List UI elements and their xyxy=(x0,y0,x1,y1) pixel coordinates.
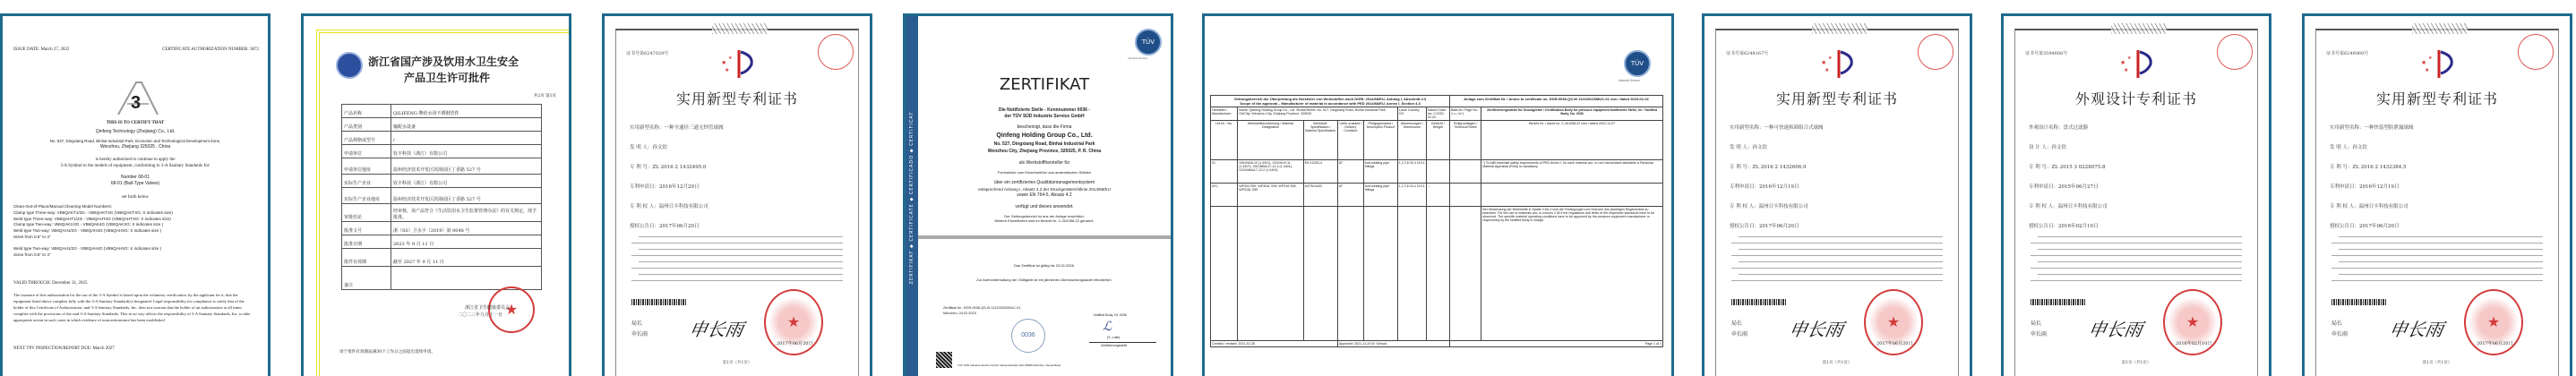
row-label: 备注 xyxy=(342,267,391,290)
tuv-logo-icon: TÜV xyxy=(1135,29,1162,56)
page-of: Page 1 of 1 xyxy=(1449,341,1662,347)
patent-field: 专利申请日：2016年12月19日 xyxy=(1730,184,1799,190)
permit-table xyxy=(341,104,542,290)
row-label: 申请单位地址 xyxy=(342,158,391,175)
cell-no: 01 xyxy=(1211,160,1238,184)
signer-role: Zertifizierungsstelle xyxy=(1101,344,1128,347)
certify-heading: THIS IS TO CERTIFY THAT xyxy=(106,121,165,125)
svg-text:★: ★ xyxy=(2425,67,2430,73)
cell-empty xyxy=(1449,184,1481,207)
row-value: 温州经济技术开发区滨海园区丁香路 527 号 xyxy=(391,158,542,175)
row-value: 温州经济技术开发区滨海园区丁香路 527 号 xyxy=(391,188,542,204)
red-seal-icon xyxy=(818,34,854,70)
column-header: Gewicht / Weight xyxy=(1426,121,1449,160)
director-title: 局长 xyxy=(2331,320,2343,327)
body-text-line xyxy=(2331,268,2543,269)
patent-title: 实用新型专利证书 xyxy=(2375,90,2498,107)
patent-field: 专 利 号：ZL 2015 3 0228075.8 xyxy=(2029,165,2106,170)
cell-cond: AT xyxy=(1337,160,1363,184)
cell-weight: - - xyxy=(1426,184,1449,207)
tuv-logo-icon: TÜV xyxy=(1624,50,1651,77)
permit-table-row xyxy=(342,145,542,158)
remark xyxy=(1481,184,1663,207)
column-header: Lfd.Nr. / No. xyxy=(1211,121,1238,160)
cell-spec: ASTM A403 xyxy=(1303,184,1337,207)
set-forth: set forth below xyxy=(122,195,149,200)
director-title: 局长 xyxy=(631,320,643,327)
issuer: 浙江省卫生健康委员会 xyxy=(465,305,511,311)
issuer-line: der TÜV SÜD Industrie Service GmbH xyxy=(1004,114,1085,119)
cell-dims: 1,2 2,8 33,4 219,1 xyxy=(1397,184,1426,207)
address-line: No. 527, Dingxiang Road, Binhai Industrial Park, Economic and Technological Development Zone, xyxy=(49,139,221,143)
barcode-icon xyxy=(1731,299,1787,305)
body-text-line xyxy=(2339,236,2543,237)
svg-text:★: ★ xyxy=(1825,67,1830,73)
manufacturer-label: Hersteller / Manufacturer: xyxy=(1211,107,1238,121)
permit-table-row xyxy=(342,188,542,204)
row-value xyxy=(391,267,542,290)
certificate-number: 证书号第6248167号 xyxy=(1726,51,1769,56)
patent-field: 专 利 权 人：温州日丰科技有限公司 xyxy=(630,204,708,209)
body-text-line xyxy=(1739,261,1943,262)
issue-date: 二〇二三年九月十一日 xyxy=(458,312,503,318)
patent-field: 授权公告日：2017年06月20日 xyxy=(2330,224,2400,229)
body-text-line xyxy=(2339,274,2543,275)
audit-note: Zur Aufrechterhaltung der Gültigkeit ist ein jährliches Überwachungsaudit erforderlich. xyxy=(976,278,1112,282)
signature: ℒ xyxy=(1103,319,1112,333)
cell-weight: - - xyxy=(1426,160,1449,184)
cell-product: butt-welding pipe fittings xyxy=(1363,184,1397,207)
red-seal-icon xyxy=(1918,34,1953,70)
address-line: Wenzhou, Zhejiang 325025 , China xyxy=(99,144,171,150)
issuer-line: Die Notifizierte Stelle - Kennnummer 0036 - xyxy=(999,107,1090,113)
model-line: Weld type Three-way: VB6QAHT1/2G - VB6QAHT4G (VB6QAHTXG: X indicates size) xyxy=(13,216,171,221)
ornament-icon xyxy=(1812,23,1868,34)
company-name: Qinfeng Holding Group Co., Ltd. xyxy=(996,132,1093,139)
body-text-line xyxy=(639,236,843,237)
certificate-3a[interactable] xyxy=(0,13,270,376)
barcode-icon xyxy=(2331,299,2387,305)
body-text-line xyxy=(1731,280,1943,281)
svg-text:★: ★ xyxy=(725,67,730,73)
signature: 申长雨 xyxy=(2387,319,2445,340)
authorization-text: 3-A Symbol to the models of equipment, conforming to 3-A Sanitary Standards for: xyxy=(60,164,210,168)
certificate-patent[interactable] xyxy=(1702,13,1972,376)
svg-text:★: ★ xyxy=(2124,67,2129,73)
remark: Bei Verwendung der Werkstoffe in Spalte 2 bis 4 sind die Festlegungen und Grenzen des jeweiligen Regelwerkes zu beachten. For the use of materials acc. to column 2 till 4 the regulations and limits of the respective standards have to be observed. The specific material operating conditions have to be approved by the pressure equipment manufacturer or respectively by the Notified Body in charge. xyxy=(1481,207,1663,341)
certificate-zertifikat[interactable] xyxy=(903,13,1173,376)
row-value: 钦丰科技（浙江）有限公司 xyxy=(391,175,542,188)
certification-body: Zertifizierungsstelle für Druckgeräte / Certification Body for pressure equipment Notifizierte Stelle, Nr. / Notified Body, No. 0036 xyxy=(1481,107,1663,121)
page: Blatt-Nr./ Page No.: 1 v. / of 1 xyxy=(1449,107,1481,121)
permit-table-row xyxy=(342,175,542,188)
ornament-icon xyxy=(2111,23,2167,34)
issue-date: ISSUE DATE: March 27, 2022 xyxy=(13,47,70,52)
annex-ref: Anlage zum Zertifikat Nr. / Annex to certificate no. DGR-0036-QS-W 1122/2023/MUC-01 von / dated 2023-02-24 xyxy=(1449,96,1662,107)
model-line: Sizes from 0.5" to 4" xyxy=(13,234,51,239)
certificate-zhejiang-hygiene-permit[interactable] xyxy=(301,13,571,376)
row-label: 申请单位 xyxy=(342,145,391,158)
applies-line: verfügt und dieses anwendet. xyxy=(1015,204,1074,209)
certificate-number: Zertifikat-Nr.: DGR-0036-QS-W 1122/2023/MUC-01 xyxy=(943,306,1021,310)
patent-office-logo-icon xyxy=(2118,48,2161,79)
column-header: Prüfgrundlagen / Technical Rules xyxy=(1449,121,1481,160)
body-text-line xyxy=(2038,249,2242,250)
national-seal-icon: ★ xyxy=(2163,289,2222,355)
qms-line: über ein zertifiziertes Qualitätsmanagementsystem xyxy=(993,180,1095,185)
cell-material: WP304 S59, WP304L S59, WP316 S59, WP316L S59 xyxy=(1238,184,1304,207)
barcode-icon xyxy=(2031,299,2086,305)
svg-text:★: ★ xyxy=(1828,56,1833,61)
permit-title: 浙江省国产涉及饮用水卫生安全 xyxy=(368,56,519,68)
body-text-line xyxy=(2031,280,2242,281)
red-seal-icon xyxy=(2518,34,2554,70)
svg-text:★: ★ xyxy=(1821,59,1827,66)
qms-line: sowie EN 764-5, Absatz 4.2 xyxy=(1017,192,1072,198)
ornament-icon xyxy=(712,23,768,34)
model-line: Clamp type Two-way: VB6QAK1/2G - VB6QAK4G (VB6QAKXG: X indicates size ) xyxy=(13,222,164,227)
role-line: als Werkstoffhersteller für xyxy=(1018,160,1070,166)
director-name: 申长雨 xyxy=(1731,331,1748,338)
body-text-line xyxy=(2038,236,2242,237)
patent-field: 专 利 号：ZL 2016 2 1432495.0 xyxy=(630,165,707,170)
permit-table-row xyxy=(342,249,542,267)
text-block xyxy=(918,235,1173,253)
national-seal-icon: ★ xyxy=(2464,289,2523,355)
page-footer: 第1页（共1页） xyxy=(1822,361,1852,365)
permit-table-row xyxy=(342,222,542,235)
patent-field: 专 利 权 人：温州日丰科技有限公司 xyxy=(2330,204,2409,209)
patent-office-logo-icon xyxy=(719,48,762,79)
body-text-line xyxy=(631,255,843,256)
cell-empty xyxy=(1449,160,1481,184)
row-value: / xyxy=(391,132,542,145)
patent-title: 外观设计专利证书 xyxy=(2074,90,2197,107)
valid-through: VALID THROUGH: December 31, 2025 xyxy=(13,281,88,286)
zertifikat-title: ZERTIFIKAT xyxy=(999,75,1090,94)
patent-field: 发 明 人：孙文钦 xyxy=(630,145,667,150)
row-value: QILIFENG 牌给水用不锈钢管件 xyxy=(391,105,542,118)
row-label: 批准文号 xyxy=(342,222,391,235)
qr-code-icon xyxy=(936,352,952,368)
body-text-line xyxy=(1739,274,1943,275)
red-seal-icon: ★ xyxy=(488,286,535,333)
column-header: Abmessungen / Dimensions xyxy=(1397,121,1426,160)
approved: Approved: 2021-11-24 W. Schock xyxy=(1337,341,1449,347)
body-text-line xyxy=(1731,268,1943,269)
national-seal-icon: ★ xyxy=(764,289,823,355)
svg-text:★: ★ xyxy=(2428,56,2433,61)
column-header: Liefer-zustand / Delivery Condition xyxy=(1337,121,1363,160)
stamp-date: 2016年02月10日 xyxy=(2176,341,2212,346)
row-value: 2023 年 9 月 11 日 xyxy=(391,235,542,249)
remark: *) To fulfil essential safety requirements of PED Annex I, for each material acc. to non harmonised standards a Particular Material Appraisal (PMA) is mandatory. xyxy=(1481,160,1663,184)
director-name: 申长雨 xyxy=(2031,331,2048,338)
manufacturer: Name: Qinfeng Holding Group Co., Ltd. Straße/Street: No. 527, Dingxiang Road, Binhai Industrial Park Ort/City: Wenzhou City, Zhejiang Province, 325025 xyxy=(1238,107,1398,121)
body-text-line xyxy=(2339,261,2543,262)
body-text-line xyxy=(1731,255,1943,256)
patent-field: 授权公告日：2017年06月20日 xyxy=(630,224,700,229)
patent-field: 设 计 人：孙文钦 xyxy=(2029,145,2066,150)
model-line: Sizes from 0.5" to 4" xyxy=(13,252,51,257)
row-value: 浙（SS）卫水字（2019）第 0048 号 xyxy=(391,222,542,235)
country: Land/ Country: CN xyxy=(1397,107,1426,121)
permit-table-row xyxy=(342,132,542,145)
body-text-line xyxy=(631,243,843,244)
signature: 申长雨 xyxy=(1787,319,1845,340)
row-label: 审批结论 xyxy=(342,204,391,222)
permit-table-row xyxy=(342,235,542,249)
stamp-date: 2017年06月20日 xyxy=(1876,341,1913,346)
footer: TÜV SÜD Industrie Service GmbH, Westendstraße 199, 80686 München, Deutschland xyxy=(957,363,1061,367)
patent-field: 外观设计名称：盘式过滤器 xyxy=(2029,125,2089,131)
permit-table-row xyxy=(342,204,542,222)
permit-table-row xyxy=(342,105,542,118)
address-line: No. 527, Dingxiang Road, Binhai Industrial Park xyxy=(993,141,1095,147)
body-text-line xyxy=(639,261,843,262)
certificate-number: 证书号第6247029号 xyxy=(626,51,669,56)
column-header: Bericht Nr. / report no. C-261058-22 vom / dated 2022-11-07 xyxy=(1481,121,1663,160)
tuv-seal-icon: 0036 xyxy=(1011,319,1045,353)
page-indicator: 共2页 第1页 xyxy=(533,94,556,98)
svg-text:★: ★ xyxy=(2421,59,2427,66)
body-text-line xyxy=(631,268,843,269)
svg-text:★: ★ xyxy=(2127,56,2132,61)
body-text-line xyxy=(639,274,843,275)
certificate-patent[interactable] xyxy=(2001,13,2271,376)
scope-header: Geltungsbereich der Überprüfung als Hersteller von Werkstoffen nach DGRL 2014/68/EU, Anhang I, Abschnitt 4.3 Scope of the approval – Manufacturer of material in accordance with PED 2014/68/EU, Annex I, Section 4.3 xyxy=(1211,96,1450,107)
svg-text:★: ★ xyxy=(2120,59,2126,66)
stamp-date: 2017年06月20日 xyxy=(2477,341,2513,346)
row-value: 截至 2027 年 9 月 11 日 xyxy=(391,249,542,267)
permit-footer: 请于批件有效期届满30个工作日之前提出延续申请。 xyxy=(339,350,435,355)
director-title: 局长 xyxy=(2031,320,2042,327)
row-value: 钦丰科技（浙江）有限公司 xyxy=(391,145,542,158)
body-text-line xyxy=(2331,280,2543,281)
red-seal-icon xyxy=(2217,34,2253,70)
director-title: 局长 xyxy=(1731,320,1743,327)
patent-office-logo-icon xyxy=(1819,48,1862,79)
director-name: 申长雨 xyxy=(631,331,648,338)
qms-line: entsprechend Anhang I, Absatz 4.3 der Druckgeräterichtlinie 2014/68/EU xyxy=(978,187,1111,192)
row-label: 产品规格或型号 xyxy=(342,132,391,145)
authorization-text: is hereby authorized to continue to apply the xyxy=(95,158,176,162)
scope-line: Der Geltungsbereich ist aus der Anlage ersichtlich. xyxy=(1004,214,1085,218)
3a-logo: 3 xyxy=(115,81,161,116)
body-text-line xyxy=(2031,268,2242,269)
row-label: 产品名称 xyxy=(342,105,391,118)
cell-dims: 1,2 2,8 33,4 219,1 xyxy=(1397,160,1426,184)
notified-body: Notified Body, Nr. 0036 xyxy=(1094,313,1127,317)
side-bar-text: ZERTIFIKAT ◆ CERTIFICATE ◆ CERTIFICADO ◆ CERTIFICAT xyxy=(909,111,914,285)
cell-no: 02*) xyxy=(1211,184,1238,207)
scope-row xyxy=(1211,160,1663,184)
date: Datum/ Date: rev. 0 2023-02-24 xyxy=(1426,107,1449,121)
row-label: 实际生产企业 xyxy=(342,175,391,188)
certificate-patent[interactable] xyxy=(602,13,872,376)
created: Created / revised: 2021-10-28 xyxy=(1211,341,1338,347)
model-line: Clamp type Three-way: VB6QAKT1/2G - VB6QAKT4G (VB6QAKTXG: X indicates size) xyxy=(13,209,173,215)
address-line: Wenzhou City, Zhejiang Province, 325025, P. R. China xyxy=(987,149,1102,154)
row-label: 实际生产企业地址 xyxy=(342,188,391,204)
model-list xyxy=(13,204,173,258)
patent-field: 专利申请日：2015年06月27日 xyxy=(2029,184,2099,190)
row-label: 批准日期 xyxy=(342,235,391,249)
column-header: Prüfgegenstand / Description Product xyxy=(1363,121,1397,160)
ornament-icon xyxy=(2412,23,2468,34)
body-text-line xyxy=(1731,243,1943,244)
next-inspection: NEXT TPV INSPECTION/REPORT DUE: March 2027 xyxy=(13,346,115,351)
patent-field: 专利申请日：2016年12月19日 xyxy=(2330,184,2400,190)
certificate-patent[interactable] xyxy=(2302,13,2572,376)
body-text-line xyxy=(2031,243,2242,244)
body-text-line xyxy=(2331,255,2543,256)
column-header: Werkstoff-Spezifikation / Material Specification xyxy=(1303,121,1337,160)
scope-line: Weitere Einzelheiten sind im Bericht Nr. C-261058-22 genannt. xyxy=(994,218,1095,223)
row-value: 输配水设备 xyxy=(391,118,542,132)
emblem-icon xyxy=(336,52,363,79)
model-line: Weld type Two-way: VB6QAH1/2G - VB6QAH4G (VB6QAHXG: X indicates size ) xyxy=(13,245,162,251)
body-text-line xyxy=(2331,243,2543,244)
model-line: Weld type Two-way: VB6QAH1/2G - VB6QAH4G (VB6QAHXG: X indicates size ) xyxy=(13,228,162,234)
company-name: Qinfeng Technology (Zhejiang) Co., Ltd. xyxy=(95,129,176,134)
validity: Das Zertifikat ist gültig bis 23.02.2026. xyxy=(1014,263,1075,268)
patent-field: 发 明 人：孙文钦 xyxy=(2330,145,2367,150)
patent-field: 授权公告日：2016年02月10日 xyxy=(2029,224,2099,229)
permit-table-row xyxy=(342,118,542,132)
model-line: Clean-Out-of-Place/Manual Cleaning Model Numbers: xyxy=(13,204,113,209)
patent-title: 实用新型专利证书 xyxy=(675,90,798,107)
certifies-line: bescheinigt, dass die Firma xyxy=(1017,124,1072,130)
certificate-number: 证书号第6249060号 xyxy=(2326,51,2369,56)
signer-name: (S. Loibl) xyxy=(1107,336,1121,339)
column-header: Werkstoffbezeichnung / Material Designation xyxy=(1238,121,1304,160)
patent-field: 专利申请日：2016年12月29日 xyxy=(630,184,700,190)
signature: 申长雨 xyxy=(687,319,745,340)
cell-material: X5CrNi18-10 (1.4301), X2CrNi19-11 (1.4307), X5CrNiMo17-12-2 (1.4401), X2CrNiMo17-12-2 (1.4404) xyxy=(1238,160,1304,184)
cell-product: butt-welding pipe fittings xyxy=(1363,160,1397,184)
body-text-line xyxy=(2038,274,2242,275)
barcode-icon xyxy=(631,299,687,305)
authorization-number: CERTIFICATE AUTHORIZATION NUMBER: 3872 xyxy=(162,47,259,52)
svg-text:★: ★ xyxy=(721,59,727,66)
place-date: München, 24.02.2023 xyxy=(943,312,976,315)
patent-field: 实用新型名称：一种可快速拆卸组合式球阀 xyxy=(1730,125,1824,131)
stamp-date: 2017年06月20日 xyxy=(777,341,813,346)
tuv-caption: Industrie Service xyxy=(1619,79,1640,82)
certificate-scope-annex[interactable] xyxy=(1202,13,1674,376)
disclaimer: The issuance of this authorization for the use of the 3-A Symbol is based upon the voluntary certification, by the applicant for it, that the equipment listed above complies fully with the 3-A Sanitary Standard(s) designated. Legal responsibility for compliance is solely that of the holder of this Certificate of Authorization, and 3-A Sanitary Standards, Inc. does not warrant that the holder of an authorization at all times complies with the provisions of the said 3-A Sanitary Standards. This in no way affects the responsibility of 3-A Sanitary Standards, Inc. to take appropriate action in such cases in which evidence of nonconformance has been established. xyxy=(13,293,251,322)
patent-field: 发 明 人：孙文钦 xyxy=(1730,145,1767,150)
product-line: Formstücke zum Einschweißen aus austenitischen Stählen xyxy=(997,170,1092,175)
scope-row xyxy=(1211,184,1663,207)
patent-office-logo-icon xyxy=(2419,48,2462,79)
standard-number: Number 68-01 xyxy=(121,175,150,180)
certificate-number: 证书号第3594606号 xyxy=(2025,51,2068,56)
body-text-line xyxy=(1739,249,1943,250)
page-footer: 第1页（共1页） xyxy=(2121,361,2151,365)
patent-field: 授权公告日：2017年06月20日 xyxy=(1730,224,1799,229)
body-text-line xyxy=(2038,261,2242,262)
row-value: 经审核，该产品符合《生活饮用水卫生监督管理办法》的有关规定，现予批准。 xyxy=(391,204,542,222)
body-text-line xyxy=(2031,255,2242,256)
body-text-line xyxy=(631,280,843,281)
standard-name: 68-01 (Ball-Type Valves) xyxy=(110,181,160,186)
signature: 申长雨 xyxy=(2086,319,2144,340)
director-name: 申长雨 xyxy=(2331,331,2348,338)
scope-table xyxy=(1210,95,1663,347)
body-text-line xyxy=(1739,236,1943,237)
tuv-caption: Industrie Service xyxy=(1128,56,1148,60)
national-seal-icon: ★ xyxy=(1864,289,1923,355)
patent-field: 专 利 号：ZL 2016 2 1432384.5 xyxy=(2330,165,2407,170)
permit-title: 产品卫生许可批件 xyxy=(404,72,491,84)
page-footer: 第1页（共1页） xyxy=(2422,361,2452,365)
patent-field: 实用新型名称：一种快装型防泄漏球阀 xyxy=(2330,125,2414,131)
svg-text:★: ★ xyxy=(728,56,733,61)
cell-spec: EN 10253-4 xyxy=(1303,160,1337,184)
patent-title: 实用新型专利证书 xyxy=(1775,90,1898,107)
body-text-line xyxy=(2339,249,2543,250)
patent-field: 专 利 权 人：温州日丰科技有限公司 xyxy=(1730,204,1808,209)
cell-cond: AT xyxy=(1337,184,1363,207)
row-label: 产品类别 xyxy=(342,118,391,132)
page-footer: 第1页（共1页） xyxy=(722,361,752,365)
patent-field: 专 利 号：ZL 2016 2 1432606.9 xyxy=(1730,165,1807,170)
patent-field: 专 利 权 人：温州日丰科技有限公司 xyxy=(2029,204,2108,209)
body-text-line xyxy=(639,249,843,250)
permit-table-row xyxy=(342,158,542,175)
row-label: 批件有效期 xyxy=(342,249,391,267)
patent-field: 实用新型名称：一种全通径三通无焊管球阀 xyxy=(630,125,724,131)
signature-line xyxy=(1089,342,1156,343)
